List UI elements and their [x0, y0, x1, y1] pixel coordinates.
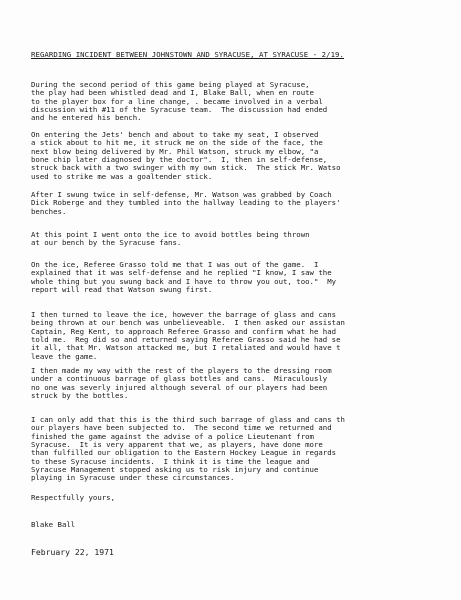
- text-line: On entering the Jets' bench and about to take my seat, I observed: [31, 130, 319, 139]
- closing-salutation: Respectfully yours,: [31, 493, 116, 502]
- text-line: and he entered his bench.: [31, 113, 142, 123]
- text-line: under a continuous barrage of glass bottles and cans. Miraculously: [31, 374, 328, 384]
- text-line: report will read that Watson swung first.: [31, 285, 213, 295]
- text-line: leave the game.: [31, 351, 98, 361]
- text-line: a stick about to hit me, it struck me on the side of the face, the: [31, 138, 323, 148]
- text-line: struck back with a two swinger with my own stick. The stick Mr. Watso: [31, 163, 341, 173]
- text-line: At this point I went onto the ice to avoid bottles being thrown: [31, 230, 310, 239]
- paragraph: [31, 261, 461, 294]
- text-line: Dick Roberge and they tumbled into the hallway leading to the players': [31, 198, 341, 208]
- text-line: than fulfilled our obligation to the Eastern Hockey League in regards: [31, 448, 337, 458]
- text-line: no one was severly injured although several of our players had been: [31, 382, 328, 392]
- text-line: to these Syracuse incidents. I think it is time the league and: [31, 456, 310, 466]
- text-line: being thrown at our bench was unbelieveable. I then asked our assistan: [31, 318, 345, 328]
- document-title: REGARDING INCIDENT BETWEEN JOHNSTOWN AND SYRACUSE, AT SYRACUSE - 2/19.: [31, 50, 344, 59]
- text-line: playing in Syracuse under these circumstances.: [31, 473, 235, 483]
- text-line: Captain, Reg Kent, to approach Referee Grasso and confirm what he had: [31, 326, 337, 336]
- text-line: to the player box for a line change, . became involved in a verbal: [31, 96, 323, 106]
- text-line: told me. Reg did so and returned saying Referee Grasso said he had se: [31, 335, 341, 345]
- text-line: After I swung twice in self-defense, Mr. Watson was grabbed by Coach: [31, 190, 332, 199]
- text-line: it all, that Mr. Watson attacked me, but I retaliated and would have t: [31, 343, 341, 353]
- text-line: Syracuse. It is very apparent that we, as players, have done more: [31, 440, 323, 450]
- text-line: During the second period of this game being played at Syracuse,: [31, 80, 310, 89]
- paragraph: [31, 416, 461, 483]
- text-line: benches.: [31, 206, 67, 216]
- signature-name: Blake Ball: [31, 520, 76, 529]
- text-line: at our bench by the Syracuse fans.: [31, 238, 182, 248]
- paragraph: [31, 81, 461, 123]
- text-line: our players have been subjected to. The second time we returned and: [31, 423, 332, 433]
- paragraph: [31, 367, 461, 400]
- text-line: On the ice, Referee Grasso told me that I was out of the game. I: [31, 260, 319, 269]
- paragraph: [31, 231, 461, 248]
- text-line: next blow being delivered by Mr. Phil Watson, struck my elbow, "a: [31, 146, 319, 156]
- text-line: bone chip later diagnosed by the doctor". I, then in self-defense,: [31, 155, 328, 165]
- paragraph: [31, 131, 461, 181]
- text-line: struck by the bottles.: [31, 391, 129, 401]
- text-line: explained that it was self-defense and he replied "I know, I saw the: [31, 268, 332, 278]
- text-line: I can only add that this is the third such barrage of glass and cans th: [31, 415, 345, 424]
- paragraph: [31, 311, 461, 361]
- paragraph: [31, 191, 461, 216]
- text-line: whole thing but you swung back and I have to throw you out, too." My: [31, 276, 337, 286]
- text-line: I then turned to leave the ice, however the barrage of glass and cans: [31, 310, 337, 319]
- text-line: discussion with #11 of the Syracuse team. The discussion had ended: [31, 105, 328, 115]
- text-line: the play had been whistled dead and I, Blake Ball, when en route: [31, 88, 314, 98]
- text-line: used to strike me was a goaltender stick.: [31, 171, 213, 181]
- text-line: Syracuse Management stopped asking us to risk injury and continue: [31, 465, 319, 475]
- letter-date: February 22, 1971: [31, 547, 114, 557]
- text-line: finished the game against the advise of a police Lieutenant from: [31, 431, 314, 441]
- text-line: I then made my way with the rest of the players to the dressing room: [31, 366, 332, 375]
